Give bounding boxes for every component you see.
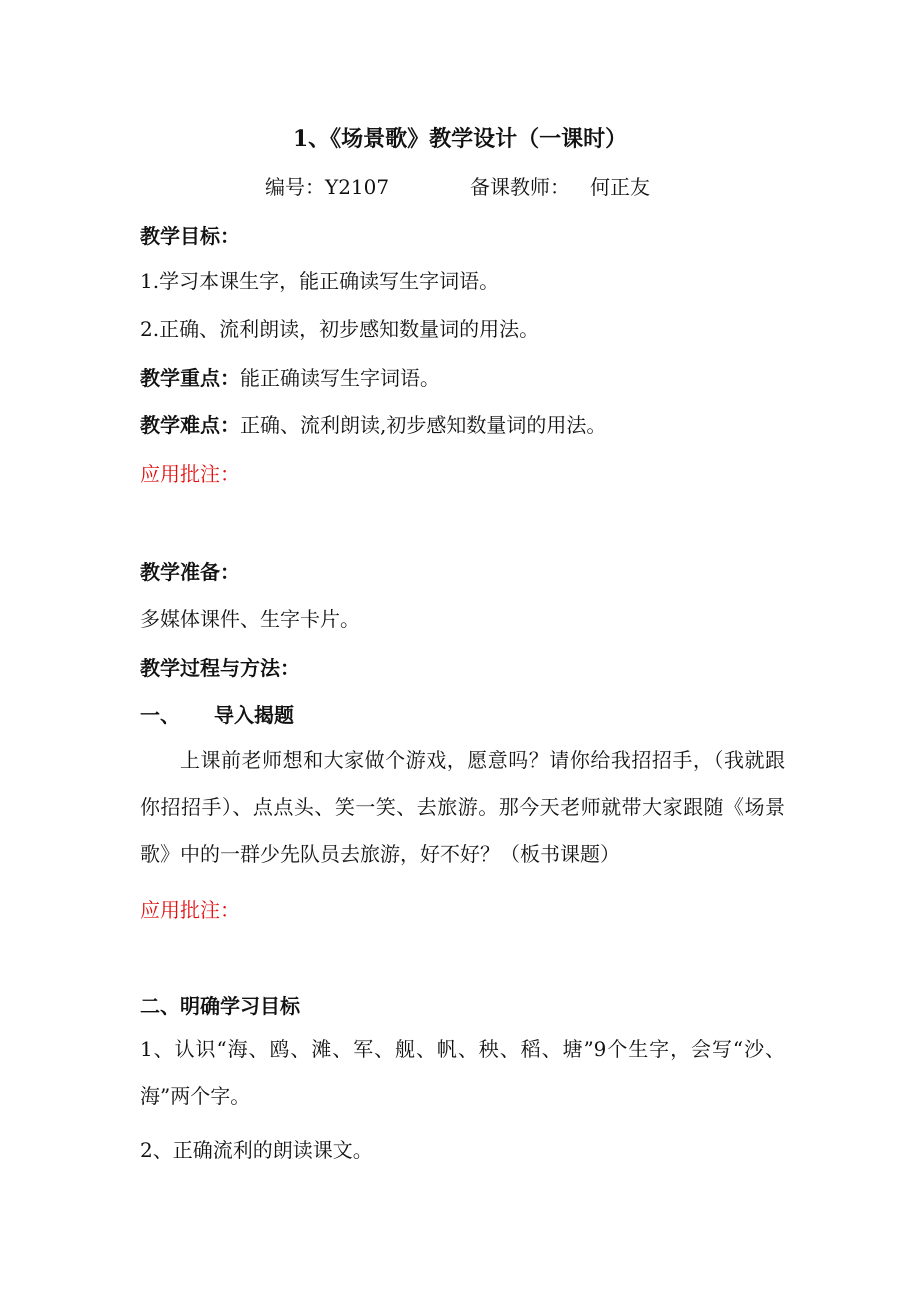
objective-2: 2、正确流利的朗读课文。 [140,1138,373,1162]
prep-text: 多媒体课件、生字卡片。 [140,607,360,631]
doc-title: 1、《场景歌》教学设计（一课时） [292,126,628,152]
process-heading: 教学过程与方法： [140,656,300,680]
key-points [140,364,440,392]
annotation-label-1: 应用批注： [140,462,240,486]
section-2-heading: 二、明确学习目标 [140,994,300,1018]
teacher-name: 何正友 [590,175,650,199]
objective-1: 1、认识“海、鸥、滩、军、舰、帆、秧、稻、塘”9个生字，会写“沙、海”两个字。 [140,1037,785,1108]
difficulty-text: 正确、流利朗读,初步感知数量词的用法。 [240,413,607,437]
section-1-number: 一、 [140,703,180,727]
annotation-label-2: 应用批注： [140,898,240,922]
prep-heading: 教学准备： [140,560,240,584]
teacher-label: 备课教师： [470,175,570,199]
goal-2: 2.正确、流利朗读，初步感知数量词的用法。 [140,317,540,341]
goals-heading: 教学目标： [140,224,240,248]
doc-number: 编号：Y2107 [265,175,390,199]
goal-1: 1.学习本课生字，能正确读写生字词语。 [140,269,500,293]
key-label: 教学重点： [140,366,240,390]
section-1-title: 导入揭题 [214,703,294,727]
difficulty-points [140,411,606,439]
key-text: 能正确读写生字词语。 [240,366,440,390]
difficulty-label: 教学难点： [140,413,240,437]
section-1-paragraph: 上课前老师想和大家做个游戏，愿意吗？请你给我招招手，（我就跟你招招手）、点点头、笑一笑、去旅游。那今天老师就带大家跟随《场景歌》中的一群少先队员去旅游，好不好？（板书课题） [140,748,785,866]
section-1-heading [140,701,294,729]
